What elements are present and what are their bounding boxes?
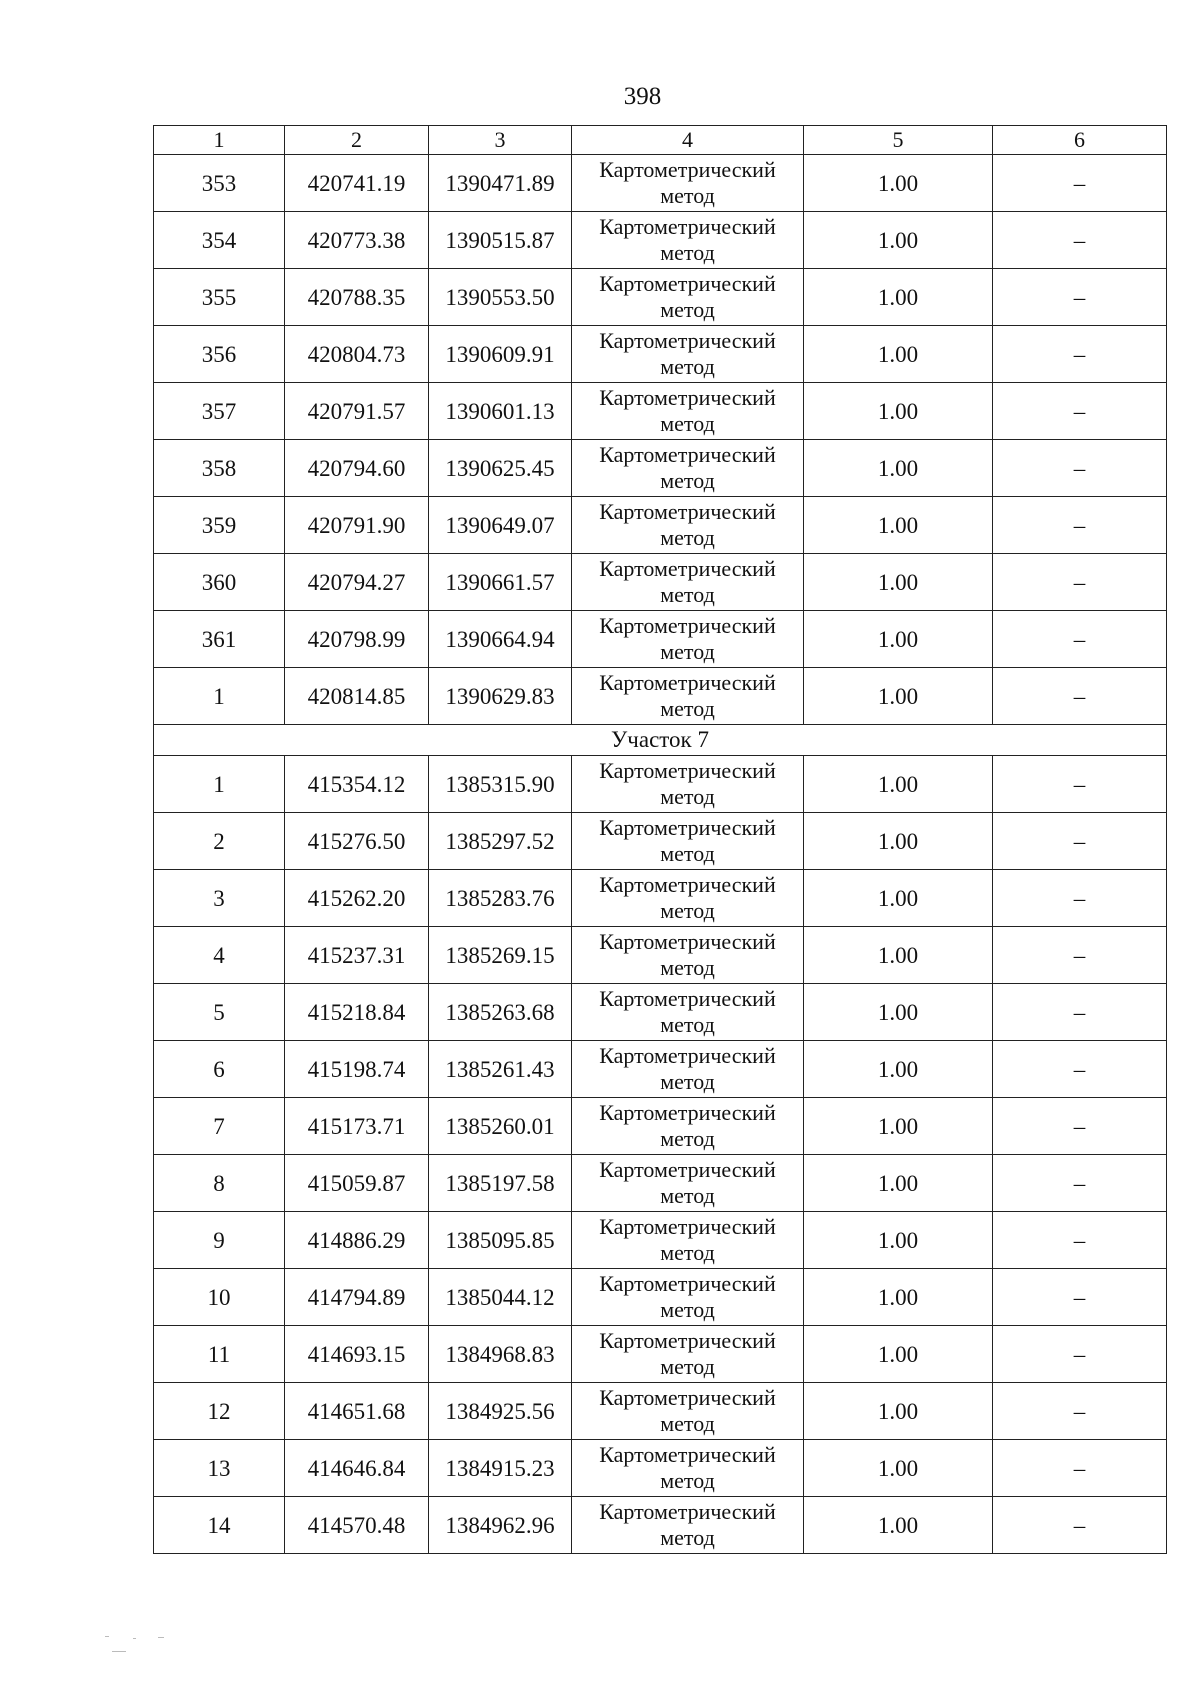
method-text-line: метод: [660, 696, 715, 721]
method-cell: [572, 326, 804, 383]
y-coordinate-cell: 1390609.91: [429, 326, 572, 383]
table-row: [154, 326, 1167, 383]
table-body: [154, 126, 1167, 1554]
note-cell: –: [993, 383, 1167, 440]
accuracy-cell: 1.00: [804, 1383, 993, 1440]
table-row: [154, 497, 1167, 554]
point-number-cell: 3: [154, 870, 285, 927]
point-number-cell: 354: [154, 212, 285, 269]
method-text-line: Картометрический: [599, 328, 776, 353]
method-cell: [572, 668, 804, 725]
y-coordinate-cell: 1390553.50: [429, 269, 572, 326]
section-title-row: [154, 725, 1167, 756]
method-text-line: Картометрический: [599, 214, 776, 239]
table-row: [154, 813, 1167, 870]
method-text-line: Картометрический: [599, 1442, 776, 1467]
accuracy-cell: 1.00: [804, 554, 993, 611]
table-row: [154, 212, 1167, 269]
table-row: [154, 155, 1167, 212]
method-text-line: метод: [660, 582, 715, 607]
note-cell: –: [993, 1440, 1167, 1497]
table-row: [154, 1326, 1167, 1383]
note-cell: –: [993, 1269, 1167, 1326]
x-coordinate-cell: 414794.89: [285, 1269, 429, 1326]
method-text-line: метод: [660, 898, 715, 923]
accuracy-cell: 1.00: [804, 984, 993, 1041]
note-cell: –: [993, 927, 1167, 984]
point-number-cell: 7: [154, 1098, 285, 1155]
method-text-line: Картометрический: [599, 815, 776, 840]
accuracy-cell: 1.00: [804, 668, 993, 725]
method-text-line: Картометрический: [599, 157, 776, 182]
note-cell: –: [993, 870, 1167, 927]
column-number-header: 3: [429, 126, 572, 155]
method-text-line: метод: [660, 1126, 715, 1151]
method-text-line: Картометрический: [599, 1328, 776, 1353]
point-number-cell: 6: [154, 1041, 285, 1098]
table-row: [154, 756, 1167, 813]
note-cell: –: [993, 497, 1167, 554]
x-coordinate-cell: 415173.71: [285, 1098, 429, 1155]
method-text-line: Картометрический: [599, 1157, 776, 1182]
note-cell: –: [993, 554, 1167, 611]
method-cell: [572, 497, 804, 554]
y-coordinate-cell: 1385297.52: [429, 813, 572, 870]
x-coordinate-cell: 420773.38: [285, 212, 429, 269]
y-coordinate-cell: 1384962.96: [429, 1497, 572, 1554]
method-text-line: метод: [660, 1012, 715, 1037]
accuracy-cell: 1.00: [804, 756, 993, 813]
point-number-cell: 356: [154, 326, 285, 383]
method-text-line: метод: [660, 784, 715, 809]
table-row: [154, 870, 1167, 927]
method-text-line: метод: [660, 525, 715, 550]
note-cell: –: [993, 1041, 1167, 1098]
method-text-line: метод: [660, 240, 715, 265]
method-cell: [572, 927, 804, 984]
section-title: Участок 7: [154, 725, 1167, 756]
method-cell: [572, 383, 804, 440]
table-row: [154, 611, 1167, 668]
method-cell: [572, 756, 804, 813]
accuracy-cell: 1.00: [804, 1041, 993, 1098]
table-row: [154, 1041, 1167, 1098]
table-row: [154, 984, 1167, 1041]
point-number-cell: 361: [154, 611, 285, 668]
point-number-cell: 11: [154, 1326, 285, 1383]
x-coordinate-cell: 415262.20: [285, 870, 429, 927]
method-text-line: метод: [660, 1525, 715, 1550]
method-text-line: Картометрический: [599, 1499, 776, 1524]
method-cell: [572, 440, 804, 497]
y-coordinate-cell: 1385263.68: [429, 984, 572, 1041]
method-text-line: метод: [660, 1411, 715, 1436]
method-text-line: метод: [660, 955, 715, 980]
y-coordinate-cell: 1384968.83: [429, 1326, 572, 1383]
accuracy-cell: 1.00: [804, 1155, 993, 1212]
note-cell: –: [993, 1212, 1167, 1269]
x-coordinate-cell: 414570.48: [285, 1497, 429, 1554]
x-coordinate-cell: 420794.60: [285, 440, 429, 497]
note-cell: –: [993, 1497, 1167, 1554]
method-cell: [572, 1098, 804, 1155]
x-coordinate-cell: 415059.87: [285, 1155, 429, 1212]
method-text-line: метод: [660, 1468, 715, 1493]
accuracy-cell: 1.00: [804, 497, 993, 554]
method-text-line: метод: [660, 1297, 715, 1322]
x-coordinate-cell: 414651.68: [285, 1383, 429, 1440]
x-coordinate-cell: 415237.31: [285, 927, 429, 984]
x-coordinate-cell: 420791.90: [285, 497, 429, 554]
note-cell: –: [993, 326, 1167, 383]
y-coordinate-cell: 1384915.23: [429, 1440, 572, 1497]
scan-speck: [133, 1638, 136, 1639]
point-number-cell: 8: [154, 1155, 285, 1212]
x-coordinate-cell: 414886.29: [285, 1212, 429, 1269]
method-text-line: Картометрический: [599, 1100, 776, 1125]
method-cell: [572, 1212, 804, 1269]
method-cell: [572, 1383, 804, 1440]
y-coordinate-cell: 1390471.89: [429, 155, 572, 212]
y-coordinate-cell: 1384925.56: [429, 1383, 572, 1440]
method-cell: [572, 611, 804, 668]
x-coordinate-cell: 420794.27: [285, 554, 429, 611]
method-text-line: Картометрический: [599, 499, 776, 524]
x-coordinate-cell: 420814.85: [285, 668, 429, 725]
point-number-cell: 357: [154, 383, 285, 440]
coordinates-table: [153, 125, 1167, 1554]
method-cell: [572, 870, 804, 927]
accuracy-cell: 1.00: [804, 269, 993, 326]
x-coordinate-cell: 420788.35: [285, 269, 429, 326]
point-number-cell: 359: [154, 497, 285, 554]
accuracy-cell: 1.00: [804, 611, 993, 668]
y-coordinate-cell: 1390625.45: [429, 440, 572, 497]
method-cell: [572, 1326, 804, 1383]
note-cell: –: [993, 440, 1167, 497]
accuracy-cell: 1.00: [804, 440, 993, 497]
note-cell: –: [993, 212, 1167, 269]
note-cell: –: [993, 611, 1167, 668]
point-number-cell: 1: [154, 668, 285, 725]
accuracy-cell: 1.00: [804, 927, 993, 984]
accuracy-cell: 1.00: [804, 1326, 993, 1383]
method-cell: [572, 1041, 804, 1098]
point-number-cell: 355: [154, 269, 285, 326]
method-text-line: Картометрический: [599, 271, 776, 296]
x-coordinate-cell: 415354.12: [285, 756, 429, 813]
y-coordinate-cell: 1385269.15: [429, 927, 572, 984]
method-cell: [572, 554, 804, 611]
table-row: [154, 440, 1167, 497]
method-text-line: Картометрический: [599, 758, 776, 783]
y-coordinate-cell: 1390649.07: [429, 497, 572, 554]
accuracy-cell: 1.00: [804, 1269, 993, 1326]
x-coordinate-cell: 414693.15: [285, 1326, 429, 1383]
y-coordinate-cell: 1385044.12: [429, 1269, 572, 1326]
accuracy-cell: 1.00: [804, 326, 993, 383]
method-text-line: метод: [660, 841, 715, 866]
page-number: 398: [623, 83, 662, 110]
table-row: [154, 1383, 1167, 1440]
scan-speck: [105, 1636, 109, 1637]
accuracy-cell: 1.00: [804, 1098, 993, 1155]
method-cell: [572, 984, 804, 1041]
point-number-cell: 9: [154, 1212, 285, 1269]
accuracy-cell: 1.00: [804, 813, 993, 870]
method-text-line: метод: [660, 1069, 715, 1094]
table-row: [154, 1155, 1167, 1212]
y-coordinate-cell: 1385261.43: [429, 1041, 572, 1098]
point-number-cell: 4: [154, 927, 285, 984]
note-cell: –: [993, 155, 1167, 212]
accuracy-cell: 1.00: [804, 870, 993, 927]
method-text-line: метод: [660, 297, 715, 322]
scan-speck: [112, 1651, 126, 1652]
note-cell: –: [993, 756, 1167, 813]
accuracy-cell: 1.00: [804, 383, 993, 440]
method-text-line: Картометрический: [599, 442, 776, 467]
method-text-line: метод: [660, 354, 715, 379]
accuracy-cell: 1.00: [804, 1440, 993, 1497]
y-coordinate-cell: 1385315.90: [429, 756, 572, 813]
method-text-line: метод: [660, 411, 715, 436]
note-cell: –: [993, 668, 1167, 725]
y-coordinate-cell: 1385260.01: [429, 1098, 572, 1155]
note-cell: –: [993, 1155, 1167, 1212]
x-coordinate-cell: 415198.74: [285, 1041, 429, 1098]
table-row: [154, 668, 1167, 725]
y-coordinate-cell: 1385197.58: [429, 1155, 572, 1212]
point-number-cell: 360: [154, 554, 285, 611]
column-number-header: 5: [804, 126, 993, 155]
point-number-cell: 5: [154, 984, 285, 1041]
note-cell: –: [993, 813, 1167, 870]
method-cell: [572, 1155, 804, 1212]
x-coordinate-cell: 415276.50: [285, 813, 429, 870]
method-text-line: Картометрический: [599, 385, 776, 410]
method-text-line: Картометрический: [599, 1214, 776, 1239]
point-number-cell: 353: [154, 155, 285, 212]
column-number-header-row: [154, 126, 1167, 155]
column-number-header: 1: [154, 126, 285, 155]
method-cell: [572, 813, 804, 870]
point-number-cell: 14: [154, 1497, 285, 1554]
y-coordinate-cell: 1390664.94: [429, 611, 572, 668]
y-coordinate-cell: 1390515.87: [429, 212, 572, 269]
method-text-line: метод: [660, 1354, 715, 1379]
method-cell: [572, 1497, 804, 1554]
method-cell: [572, 155, 804, 212]
method-text-line: Картометрический: [599, 1271, 776, 1296]
method-text-line: метод: [660, 1240, 715, 1265]
y-coordinate-cell: 1390629.83: [429, 668, 572, 725]
note-cell: –: [993, 269, 1167, 326]
point-number-cell: 1: [154, 756, 285, 813]
point-number-cell: 2: [154, 813, 285, 870]
method-text-line: Картометрический: [599, 929, 776, 954]
y-coordinate-cell: 1385095.85: [429, 1212, 572, 1269]
column-number-header: 4: [572, 126, 804, 155]
accuracy-cell: 1.00: [804, 155, 993, 212]
method-text-line: Картометрический: [599, 670, 776, 695]
point-number-cell: 13: [154, 1440, 285, 1497]
table-row: [154, 1098, 1167, 1155]
x-coordinate-cell: 420804.73: [285, 326, 429, 383]
method-text-line: Картометрический: [599, 556, 776, 581]
table-row: [154, 1212, 1167, 1269]
method-text-line: Картометрический: [599, 986, 776, 1011]
note-cell: –: [993, 1098, 1167, 1155]
method-cell: [572, 269, 804, 326]
method-text-line: метод: [660, 639, 715, 664]
table-row: [154, 383, 1167, 440]
table-row: [154, 269, 1167, 326]
table-row: [154, 1440, 1167, 1497]
note-cell: –: [993, 1326, 1167, 1383]
method-text-line: Картометрический: [599, 1043, 776, 1068]
y-coordinate-cell: 1390661.57: [429, 554, 572, 611]
x-coordinate-cell: 414646.84: [285, 1440, 429, 1497]
point-number-cell: 12: [154, 1383, 285, 1440]
method-cell: [572, 1269, 804, 1326]
method-cell: [572, 212, 804, 269]
method-cell: [572, 1440, 804, 1497]
point-number-cell: 358: [154, 440, 285, 497]
note-cell: –: [993, 984, 1167, 1041]
method-text-line: метод: [660, 468, 715, 493]
y-coordinate-cell: 1390601.13: [429, 383, 572, 440]
method-text-line: метод: [660, 183, 715, 208]
method-text-line: Картометрический: [599, 872, 776, 897]
x-coordinate-cell: 415218.84: [285, 984, 429, 1041]
table-row: [154, 927, 1167, 984]
point-number-cell: 10: [154, 1269, 285, 1326]
accuracy-cell: 1.00: [804, 212, 993, 269]
x-coordinate-cell: 420798.99: [285, 611, 429, 668]
scan-speck: [158, 1637, 164, 1638]
table-row: [154, 1497, 1167, 1554]
y-coordinate-cell: 1385283.76: [429, 870, 572, 927]
column-number-header: 6: [993, 126, 1167, 155]
accuracy-cell: 1.00: [804, 1497, 993, 1554]
method-text-line: Картометрический: [599, 1385, 776, 1410]
method-text-line: метод: [660, 1183, 715, 1208]
method-text-line: Картометрический: [599, 613, 776, 638]
table-row: [154, 1269, 1167, 1326]
column-number-header: 2: [285, 126, 429, 155]
x-coordinate-cell: 420791.57: [285, 383, 429, 440]
note-cell: –: [993, 1383, 1167, 1440]
x-coordinate-cell: 420741.19: [285, 155, 429, 212]
table-row: [154, 554, 1167, 611]
accuracy-cell: 1.00: [804, 1212, 993, 1269]
